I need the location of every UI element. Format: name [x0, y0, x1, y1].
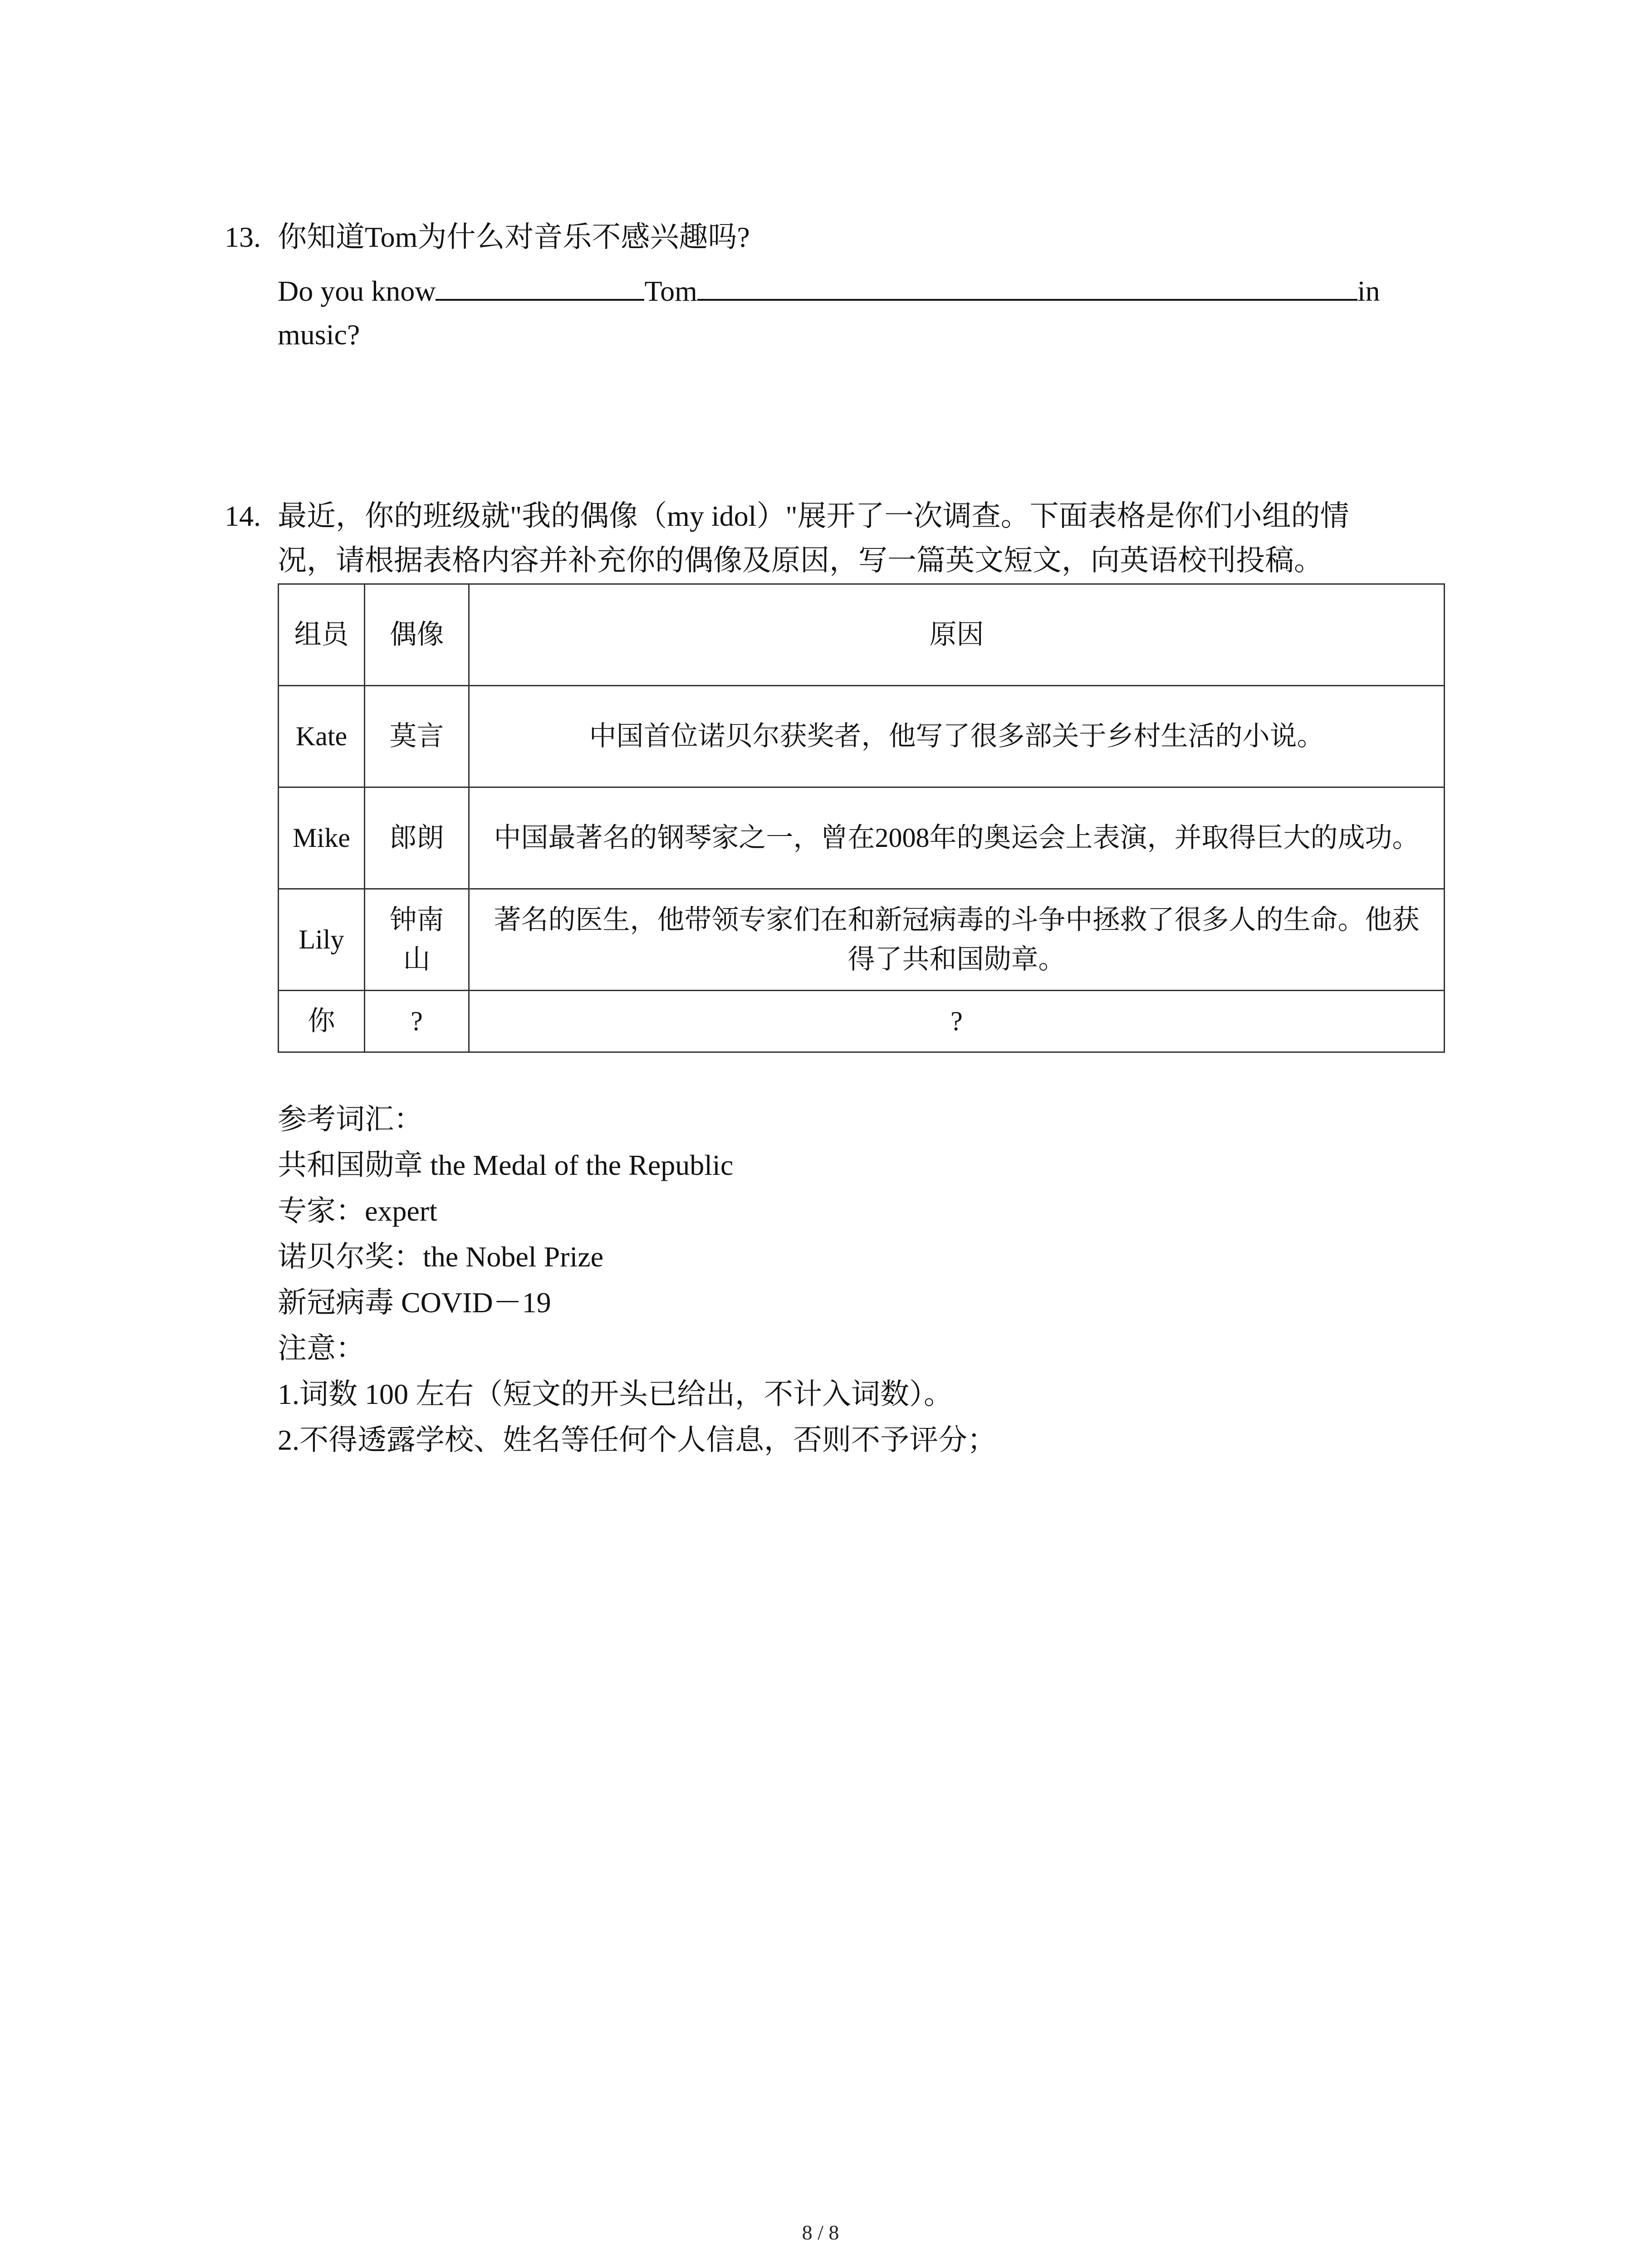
vocabulary-item: 共和国勋章 the Medal of the Republic	[278, 1149, 734, 1181]
cell-idol: 莫言	[365, 686, 469, 787]
table-row	[279, 787, 1445, 889]
table-row	[279, 686, 1445, 787]
answer-blank-1[interactable]	[436, 271, 644, 301]
question-13-text-start: Do you know	[278, 275, 436, 307]
notes-title: 注意：	[278, 1332, 365, 1364]
header-reason: 原因	[469, 584, 1445, 686]
cell-reason: 中国首位诺贝尔获奖者，他写了很多部关于乡村生活的小说。	[469, 686, 1445, 787]
cell-member: Mike	[279, 787, 365, 889]
vocabulary-title: 参考词汇：	[278, 1103, 423, 1135]
question-13-prompt: 你知道Tom为什么对音乐不感兴趣吗?	[278, 221, 750, 253]
cell-member: 你	[279, 991, 365, 1052]
answer-blank-2[interactable]	[697, 271, 1357, 301]
vocabulary-item: 新冠病毒 COVID－19	[278, 1286, 551, 1319]
header-idol: 偶像	[365, 584, 469, 686]
idol-survey-table	[278, 583, 1445, 1053]
cell-reason: 中国最著名的钢琴家之一，曾在2008年的奥运会上表演，并取得巨大的成功。	[469, 787, 1445, 889]
question-14-number: 14.	[225, 500, 261, 532]
question-13-number: 13.	[225, 221, 261, 253]
cell-member: Kate	[279, 686, 365, 787]
question-13-text-mid: Tom	[644, 275, 697, 307]
table-row	[279, 991, 1445, 1052]
cell-reason: ?	[469, 991, 1445, 1052]
cell-idol: 钟南山	[365, 889, 469, 991]
table-header-row	[279, 584, 1445, 686]
question-13-text-end: in	[1357, 275, 1380, 307]
cell-idol: 郎朗	[365, 787, 469, 889]
cell-idol: ?	[365, 991, 469, 1052]
page-number: 8 / 8	[802, 2221, 839, 2244]
vocabulary-item: 专家：expert	[278, 1195, 437, 1227]
question-13-answer-line-2: music?	[278, 318, 360, 351]
note-item: 2.不得透露学校、姓名等任何个人信息，否则不予评分；	[278, 1424, 996, 1456]
question-14-prompt-line-2: 况，请根据表格内容并补充你的偶像及原因，写一篇英文短文，向英语校刊投稿。	[278, 544, 1323, 577]
note-item: 1.词数 100 左右（短文的开头已给出，不计入词数）。	[278, 1378, 953, 1410]
cell-reason: 著名的医生，他带领专家们在和新冠病毒的斗争中拯救了很多人的生命。他获得了共和国勋章。	[469, 889, 1445, 991]
vocabulary-item: 诺贝尔奖：the Nobel Prize	[278, 1241, 604, 1273]
table-row	[279, 889, 1445, 991]
question-13-answer-line	[278, 271, 1380, 309]
cell-member: Lily	[279, 889, 365, 991]
question-14-prompt-line-1: 最近，你的班级就"我的偶像（my idol）"展开了一次调查。下面表格是你们小组的情	[278, 500, 1349, 532]
header-member: 组员	[279, 584, 365, 686]
